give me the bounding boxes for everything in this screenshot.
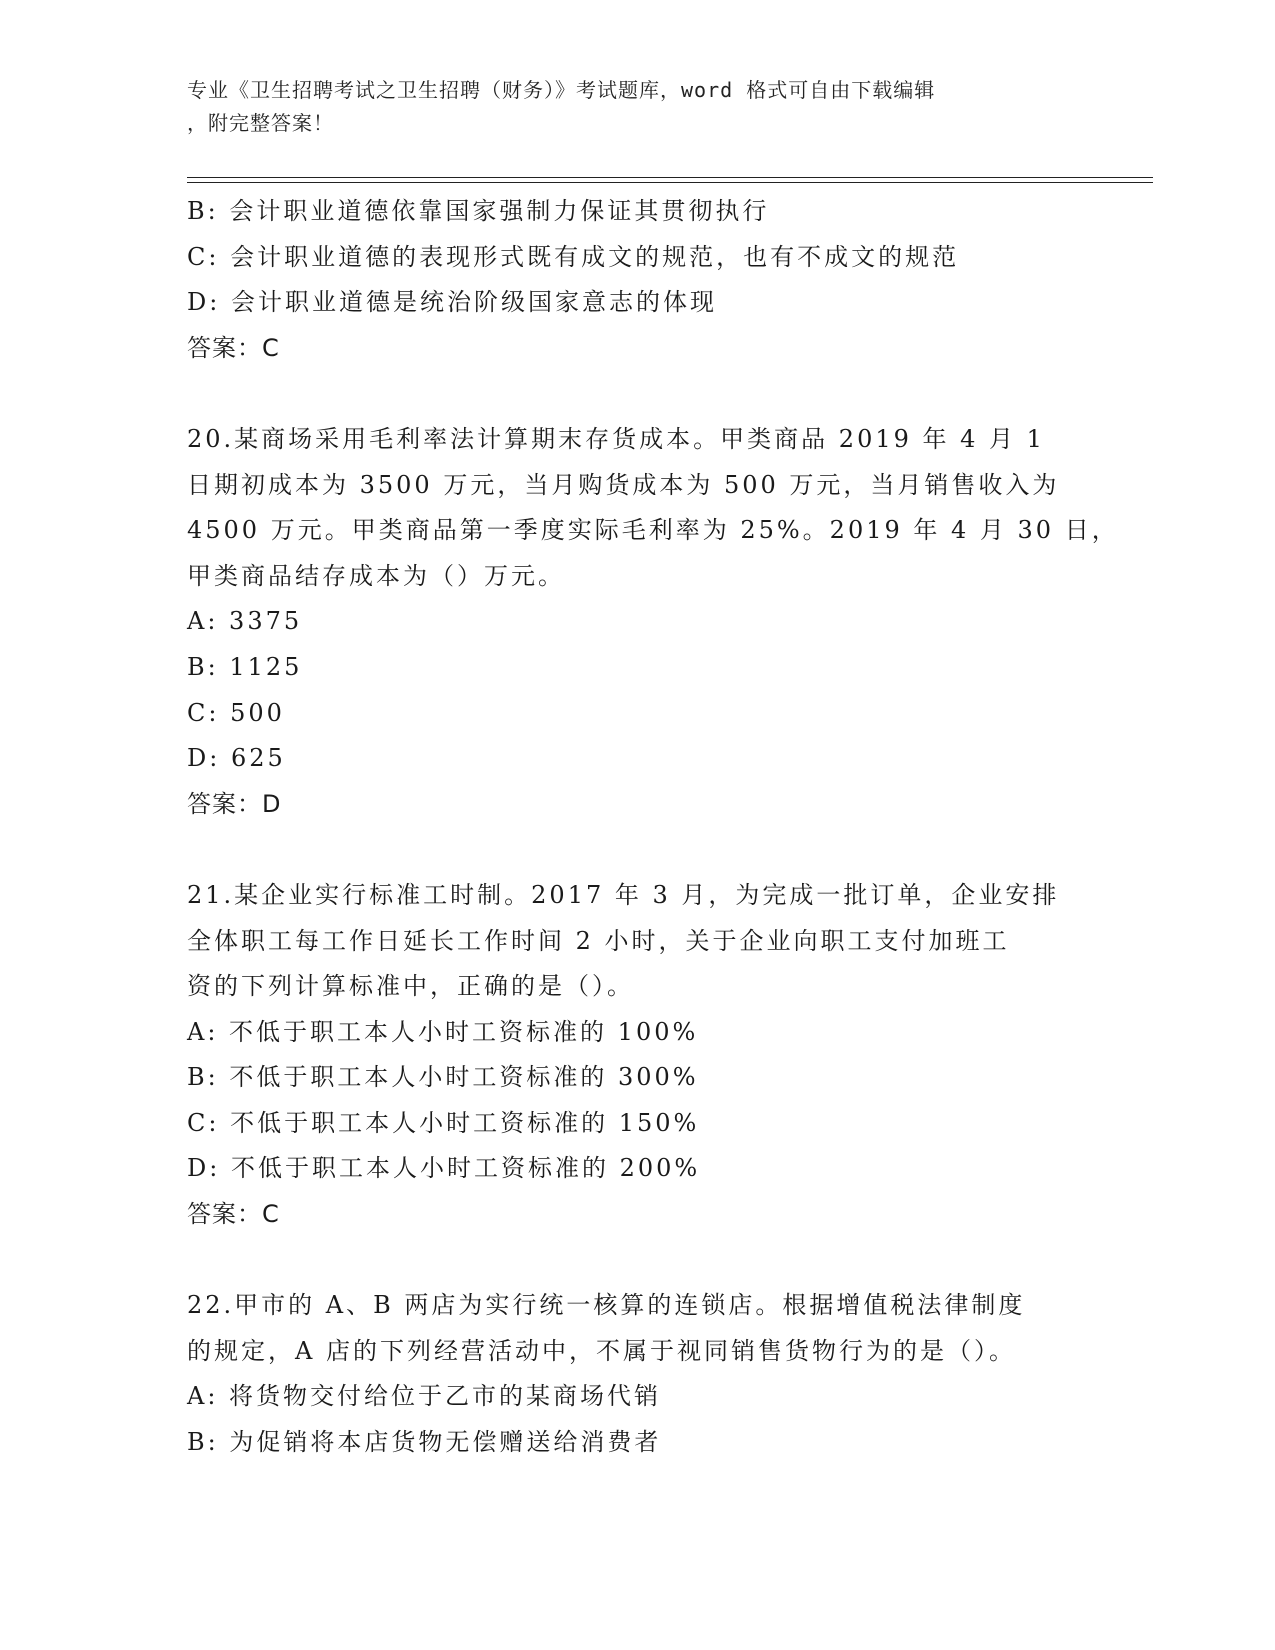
option-a: A: 将货物交付给位于乙市的某商场代销 [187, 1382, 662, 1411]
question-19-tail [187, 189, 1087, 371]
header-line-1: 专业《卫生招聘考试之卫生招聘（财务）》考试题库，word 格式可自由下载编辑 [187, 78, 936, 102]
answer: 答案：C [187, 1200, 280, 1229]
question-text-line: 4500 万元。甲类商品第一季度实际毛利率为 25%。2019 年 4 月 30 日， [187, 516, 1119, 545]
option-a: A: 3375 [187, 607, 303, 636]
option-b: B: 1125 [187, 652, 303, 681]
question-text-line: 20.某商场采用毛利率法计算期末存货成本。甲类商品 2019 年 4 月 1 [187, 424, 1045, 453]
option-b: B: 会计职业道德依靠国家强制力保证其贯彻执行 [187, 197, 770, 225]
question-text-line: 22.甲市的 A、B 两店为实行统一核算的连锁店。根据增值税法律制度 [187, 1291, 1026, 1320]
question-22 [187, 1283, 1087, 1465]
question-text-line: 全体职工每工作日延长工作时间 2 小时，关于企业向职工支付加班工 [187, 926, 1010, 955]
option-c: C: 500 [187, 698, 285, 727]
option-c: C: 会计职业道德的表现形式既有成文的规范，也有不成文的规范 [187, 242, 960, 271]
question-content [187, 189, 1119, 1466]
question-text-line: 甲类商品结存成本为（）万元。 [187, 561, 565, 590]
header-line-2: ，附完整答案！ [187, 111, 334, 135]
document-header [187, 74, 1087, 140]
header-rule-bottom [187, 182, 1153, 183]
question-text-line: 资的下列计算标准中，正确的是（）。 [187, 972, 634, 1001]
option-b: B: 为促销将本店货物无偿赠送给消费者 [187, 1428, 662, 1457]
question-text-line: 的规定，A 店的下列经营活动中，不属于视同销售货物行为的是（）。 [187, 1336, 1016, 1365]
answer: 答案：D [187, 789, 282, 818]
option-a: A: 不低于职工本人小时工资标准的 100% [187, 1017, 699, 1046]
option-b: B: 不低于职工本人小时工资标准的 300% [187, 1063, 699, 1092]
header-rule-top [187, 177, 1153, 178]
question-text-line: 21.某企业实行标准工时制。2017 年 3 月，为完成一批订单，企业安排 [187, 880, 1060, 909]
option-c: C: 不低于职工本人小时工资标准的 150% [187, 1108, 700, 1137]
option-d: D: 625 [187, 744, 286, 773]
option-d: D: 不低于职工本人小时工资标准的 200% [187, 1154, 701, 1183]
question-20 [187, 417, 1119, 827]
question-text-line: 日期初成本为 3500 万元，当月购货成本为 500 万元，当月销售收入为 [187, 470, 1060, 499]
option-d: D: 会计职业道德是统治阶级国家意志的体现 [187, 288, 717, 317]
answer: 答案：C [187, 333, 280, 362]
question-21 [187, 873, 1087, 1238]
